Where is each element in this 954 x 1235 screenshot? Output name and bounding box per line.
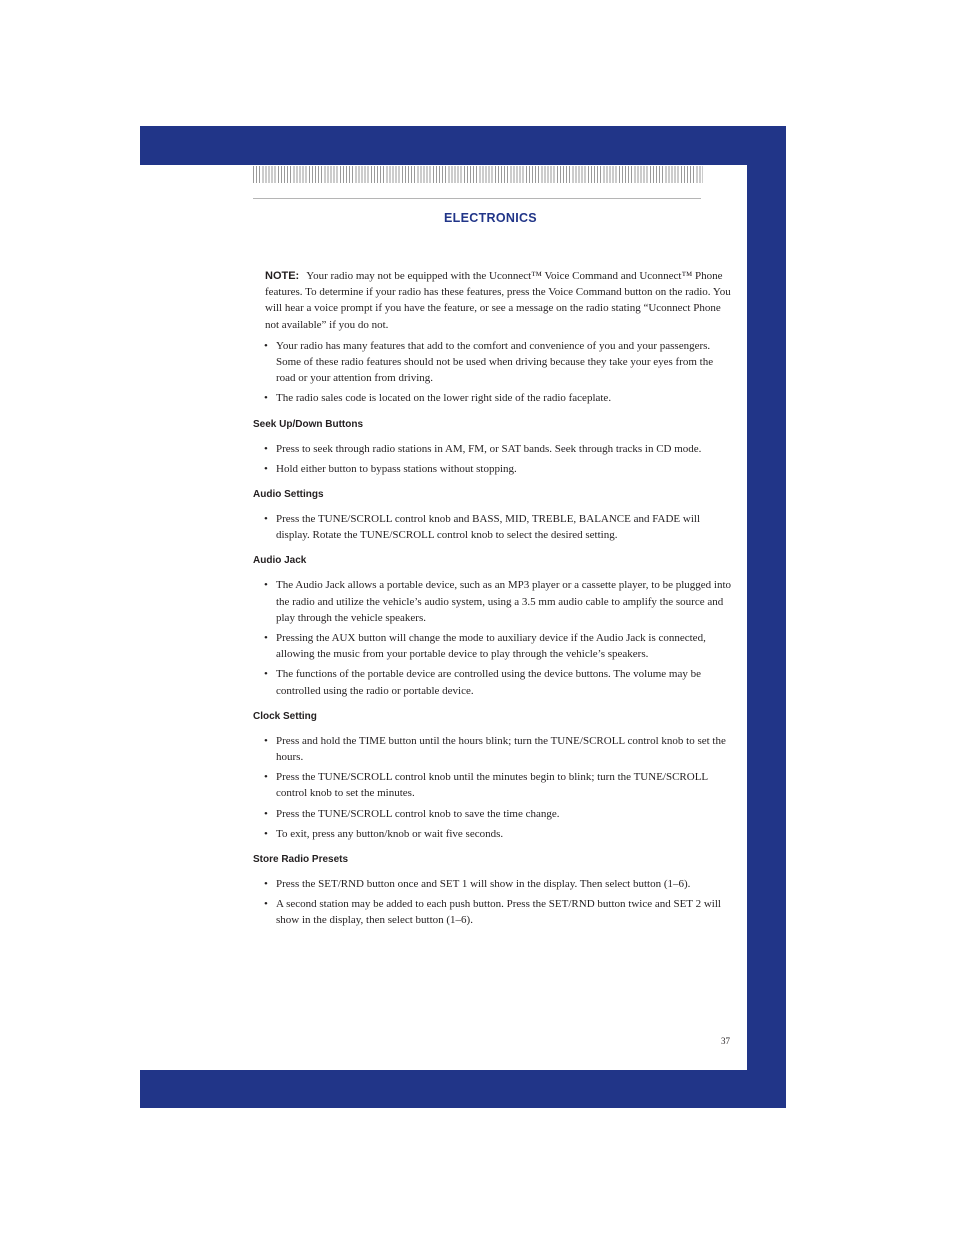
heading-seek-buttons: Seek Up/Down Buttons (253, 418, 364, 430)
list-item: • Pressing the AUX button will change the mode to auxiliary device if the Audio Jack is connected, allowing the music from your portable device to play through the vehicle’s speakers. (264, 632, 706, 661)
heading-audio-settings: Audio Settings (253, 489, 324, 501)
list-item: • A second station may be added to each push button. Press the SET/RND button twice and SET 2 will show in the display, then select button (1–6). (264, 898, 721, 927)
audio-jack-bullet-list (253, 577, 731, 698)
bullet-icon: • (264, 579, 268, 592)
list-item: • Hold either button to bypass stations without stopping. (253, 461, 731, 477)
page-frame-bottom (140, 1070, 786, 1108)
seek-bullet-list (253, 441, 731, 477)
bullet-icon: • (264, 462, 268, 475)
list-item: • Press the TUNE/SCROLL control knob until the minutes begin to blink; turn the TUNE/SCROLL control knob to set the minutes. (264, 771, 708, 800)
list-item: • Press the TUNE/SCROLL control knob to save the time change. (253, 806, 731, 822)
page-number: 37 (721, 1036, 730, 1046)
bullet-icon: • (264, 878, 268, 891)
intro-bullet-list (253, 338, 731, 407)
list-item: • Press the SET/RND button once and SET 1 will show in the display. Then select button (1–6). (253, 876, 731, 892)
note-label: NOTE: (265, 270, 300, 282)
presets-bullet-list (253, 876, 731, 929)
page-frame-right (747, 126, 786, 1108)
bullet-icon: • (264, 807, 268, 820)
note-paragraph (265, 268, 731, 333)
note-text: Your radio may not be equipped with the Uconnect™ Voice Command and Uconnect™ Phone features. To determine if your radio has these features, press the Voice Command button on the radio. You will hear a voice prompt if you have the feature, or see a message on the radio stating “Uconnect Phone not available” if you do not. (265, 270, 731, 331)
bullet-icon: • (264, 339, 268, 352)
bullet-icon: • (264, 898, 268, 911)
bullet-icon: • (264, 771, 268, 784)
heading-clock-setting: Clock Setting (253, 710, 317, 722)
list-item: • Press and hold the TIME button until the hours blink; turn the TUNE/SCROLL control knob to set the hours. (264, 734, 726, 764)
page-frame-top (140, 126, 786, 165)
page-content (253, 268, 731, 933)
decorative-tick-band (253, 166, 703, 183)
bullet-icon: • (264, 513, 268, 526)
heading-audio-jack: Audio Jack (253, 555, 307, 567)
bullet-icon: • (264, 668, 268, 681)
section-title: ELECTRONICS (444, 211, 537, 225)
list-item: • Your radio has many features that add to the comfort and convenience of you and your passengers. Some of these radio features should not be used when driving because they take your eyes from the road or your attention from driving. (264, 339, 714, 385)
bullet-icon: • (264, 827, 268, 840)
bullet-icon: • (264, 632, 268, 645)
list-item: • The Audio Jack allows a portable device, such as an MP3 player or a cassette player, to be plugged into the radio and utilize the vehicle’s audio system, using a 3.5 mm audio cable to amplify the source and play through the vehicle speakers. (264, 579, 732, 624)
list-item: • To exit, press any button/knob or wait five seconds. (253, 826, 731, 842)
list-item: • The radio sales code is located on the lower right side of the radio faceplate. (253, 390, 731, 406)
list-item: • Press the TUNE/SCROLL control knob and BASS, MID, TREBLE, BALANCE and FADE will display. Rotate the TUNE/SCROLL control knob to select the desired setting. (264, 513, 701, 542)
bullet-icon: • (264, 442, 268, 455)
header-rule (253, 198, 701, 199)
audio-settings-bullet-list (253, 511, 731, 543)
clock-bullet-list (253, 733, 731, 842)
list-item: • Press to seek through radio stations in AM, FM, or SAT bands. Seek through tracks in CD mode. (253, 441, 731, 457)
list-item: • The functions of the portable device are controlled using the device buttons. The volume may be controlled using the radio or portable device. (264, 668, 701, 697)
bullet-icon: • (264, 392, 268, 405)
heading-store-presets: Store Radio Presets (253, 854, 349, 866)
bullet-icon: • (264, 734, 268, 747)
